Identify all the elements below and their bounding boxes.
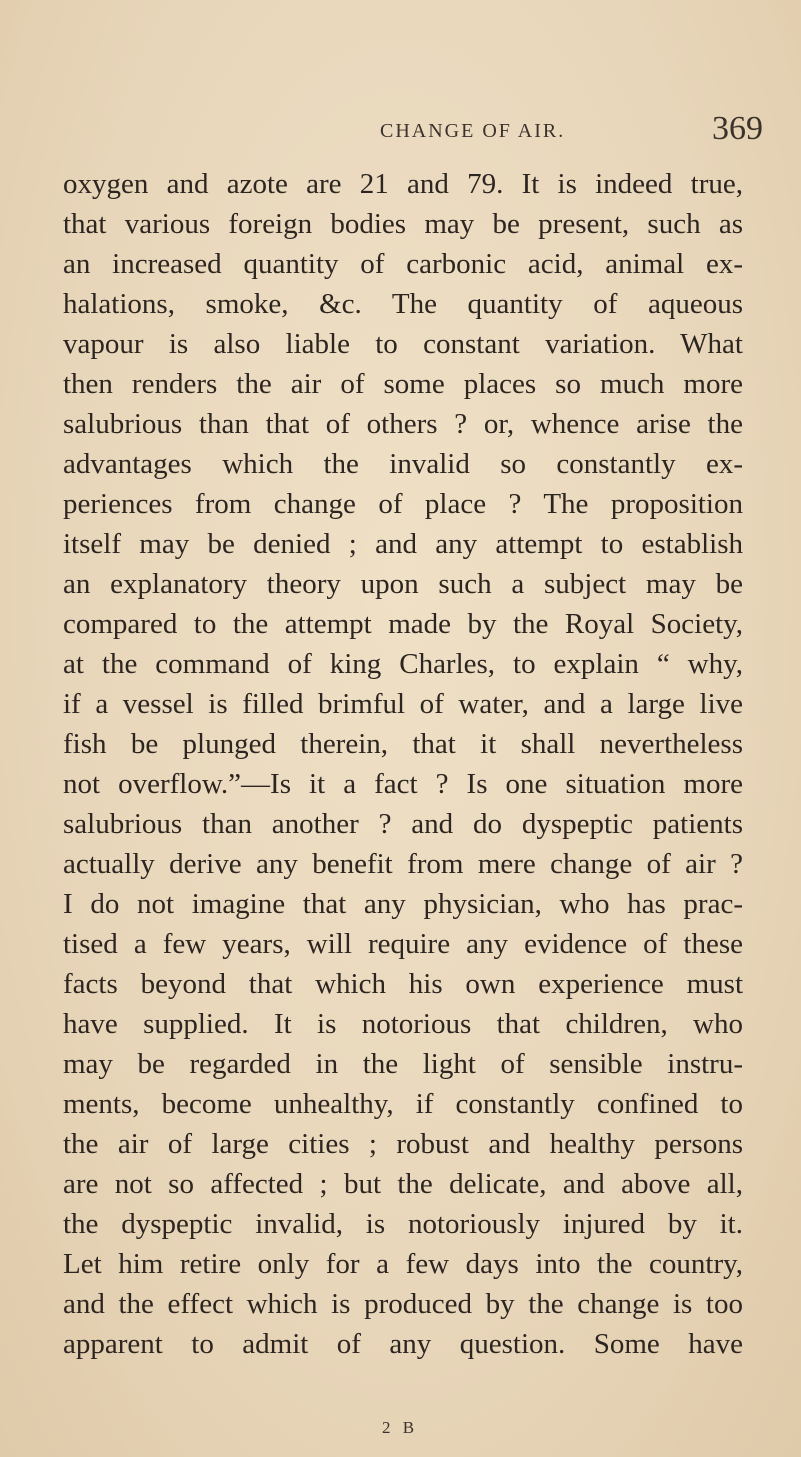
text-line: fish be plunged therein, that it shall nevertheless xyxy=(63,728,743,760)
text-line: have supplied. It is notorious that children, who xyxy=(63,1008,743,1040)
text-line: may be regarded in the light of sensible instru- xyxy=(63,1048,743,1080)
text-line: an explanatory theory upon such a subject may be xyxy=(63,568,743,600)
text-line: salubrious than another ? and do dyspeptic patients xyxy=(63,808,743,840)
text-line: facts beyond that which his own experience must xyxy=(63,968,743,1000)
page-number: 369 xyxy=(712,110,763,147)
text-line: halations, smoke, &c. The quantity of aqueous xyxy=(63,288,743,320)
text-line: I do not imagine that any physician, who has prac- xyxy=(63,888,743,920)
text-line: Let him retire only for a few days into the country, xyxy=(63,1248,743,1280)
text-line: the dyspeptic invalid, is notoriously injured by it. xyxy=(63,1208,743,1240)
text-line: at the command of king Charles, to explain “ why, xyxy=(63,648,743,680)
text-line: the air of large cities ; robust and healthy persons xyxy=(63,1128,743,1160)
text-line: tised a few years, will require any evidence of these xyxy=(63,928,743,960)
text-line: oxygen and azote are 21 and 79. It is indeed true, xyxy=(63,168,743,200)
text-line: and the effect which is produced by the change is too xyxy=(63,1288,743,1320)
signature-mark: 2 B xyxy=(382,1418,419,1437)
text-line: vapour is also liable to constant variation. What xyxy=(63,328,743,360)
text-line: not overflow.”—Is it a fact ? Is one situation more xyxy=(63,768,743,800)
text-line: if a vessel is filled brimful of water, and a large live xyxy=(63,688,743,720)
text-line: then renders the air of some places so much more xyxy=(63,368,743,400)
text-line: an increased quantity of carbonic acid, animal ex- xyxy=(63,248,743,280)
text-line: itself may be denied ; and any attempt to establish xyxy=(63,528,743,560)
text-line: advantages which the invalid so constantly ex- xyxy=(63,448,743,480)
text-line: that various foreign bodies may be present, such as xyxy=(63,208,743,240)
text-line: compared to the attempt made by the Royal Society, xyxy=(63,608,743,640)
text-line: apparent to admit of any question. Some have xyxy=(63,1328,743,1360)
running-title: CHANGE OF AIR. xyxy=(380,120,566,142)
text-line: salubrious than that of others ? or, whence arise the xyxy=(63,408,743,440)
text-line: are not so affected ; but the delicate, and above all, xyxy=(63,1168,743,1200)
text-line: ments, become unhealthy, if constantly confined to xyxy=(63,1088,743,1120)
text-line: actually derive any benefit from mere change of air ? xyxy=(63,848,743,880)
text-line: periences from change of place ? The proposition xyxy=(63,488,743,520)
